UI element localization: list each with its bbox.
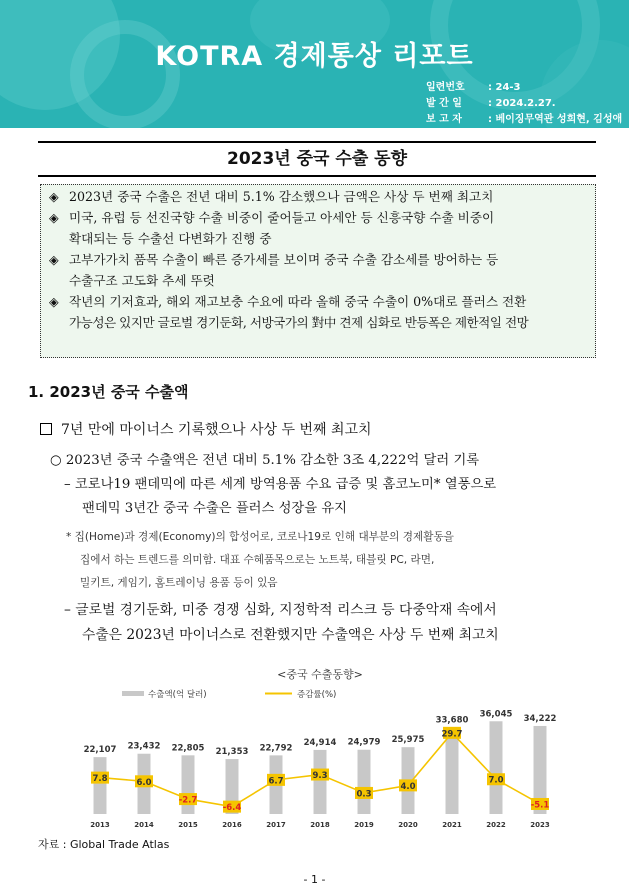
summary-item-continued: 수출구조 고도화 추세 뚜렷 (69, 273, 215, 288)
summary-item: ◈ 미국, 유럽 등 선진국향 수출 비중이 줄어들고 아세안 등 신흥국향 수출 비중이 (47, 207, 589, 228)
body-line: ○ 2023년 중국 수출액은 전년 대비 5.1% 감소한 3조 4,222억 달러 기록 (50, 453, 480, 468)
bar-value-label: 33,680 (435, 715, 469, 726)
chart-svg (70, 664, 570, 834)
growth-rate-label: 0.3 (356, 789, 372, 800)
bar-value-label: 24,979 (347, 737, 381, 748)
bar-value-label: 24,914 (303, 737, 337, 748)
bar-value-label: 22,107 (83, 745, 117, 756)
report-series-title: KOTRA 경제통상 리포트 (155, 41, 474, 72)
x-tick-label: 2016 (222, 821, 242, 829)
bar-value-label: 23,432 (127, 741, 161, 752)
bar-value-label: 34,222 (523, 713, 557, 724)
body-line: 수출은 2023년 마이너스로 전환했지만 수출액은 사상 두 번째 최고치 (82, 627, 499, 643)
x-tick-label: 2014 (134, 821, 154, 829)
bar-value-label: 22,805 (171, 743, 205, 754)
section-heading: 1. 2023년 중국 수출액 (28, 383, 189, 401)
x-tick-label: 2015 (178, 821, 198, 829)
diamond-bullet-icon: ◈ (49, 294, 59, 309)
body-line: – 코로나19 팬데믹에 따른 세계 방역용품 수요 급증 및 홈코노미* 열풍으로 (64, 477, 497, 492)
growth-rate-label: 7.0 (488, 775, 504, 786)
bar (358, 750, 371, 814)
document-title: 2023년 중국 수출 동향 (226, 149, 408, 169)
document-title-box (38, 141, 596, 177)
legend-label-bar: 수출액(억 달러) (148, 690, 207, 700)
summary-item: ◈ 고부가가치 품목 수출이 빠른 증가세를 보이며 중국 수출 감소세를 방어하는 등 (47, 249, 589, 270)
bar-value-label: 36,045 (479, 709, 513, 720)
x-tick-label: 2022 (486, 821, 506, 829)
footnote-line: 집에서 하는 트렌드를 의미함. 대표 수혜품목으로는 노트북, 태블릿 PC, 라면, (80, 554, 435, 566)
growth-rate-label: -5.1 (530, 800, 550, 811)
growth-rate-label: 4.0 (400, 781, 416, 792)
diamond-bullet-icon: ◈ (49, 189, 59, 204)
bar (314, 750, 327, 814)
meta-row: 일련번호 : 24-3 (426, 82, 521, 93)
summary-item: ◈ 작년의 기저효과, 해외 재고보충 수요에 따라 올해 중국 수출이 0%대로 플러스 전환 (47, 291, 589, 312)
bar-series (84, 709, 557, 814)
summary-item-continued: 확대되는 등 수출선 다변화가 진행 중 (69, 231, 272, 246)
bar-value-label: 21,353 (215, 747, 249, 758)
subsection-heading: 7년 만에 마이너스 기록했으나 사상 두 번째 최고치 (40, 419, 372, 439)
x-axis-labels (90, 821, 550, 829)
meta-row: 발 간 일 : 2024.2.27. (426, 98, 556, 109)
body-line: 팬데믹 3년간 중국 수출은 플러스 성장을 유지 (82, 501, 348, 516)
growth-rate-label: 7.8 (92, 774, 108, 785)
x-tick-label: 2020 (398, 821, 418, 829)
bar (490, 721, 503, 814)
summary-item-continued: 가능성은 있지만 글로벌 경기둔화, 서방국가의 對中 견제 심화로 반등폭은 제한적일 전망 (69, 315, 529, 330)
summary-item: ◈ 2023년 중국 수출은 전년 대비 5.1% 감소했으나 금액은 사상 두 번째 최고치 (47, 186, 589, 207)
chart-legend (122, 689, 336, 700)
growth-rate-label: -6.4 (222, 803, 242, 814)
diamond-bullet-icon: ◈ (49, 210, 59, 225)
x-tick-label: 2021 (442, 821, 462, 829)
square-bullet-icon (40, 423, 52, 435)
x-tick-label: 2023 (530, 821, 550, 829)
x-tick-label: 2013 (90, 821, 110, 829)
growth-rate-label: 6.0 (136, 777, 152, 788)
chart-title: <중국 수출동향> (277, 668, 363, 681)
meta-row: 보 고 자 : 베이징무역관 성희현, 김성애 (426, 114, 623, 125)
source-note: 자료 : Global Trade Atlas (38, 838, 170, 851)
growth-rate-label: -2.7 (178, 795, 198, 806)
legend-label-line: 증감률(%) (297, 690, 337, 700)
export-trend-chart (70, 664, 570, 834)
bar-value-label: 22,792 (259, 743, 293, 754)
growth-rate-label: 6.7 (268, 776, 284, 787)
legend-swatch-bar (122, 691, 144, 696)
summary-box (40, 184, 596, 358)
bar (94, 757, 107, 814)
diamond-bullet-icon: ◈ (49, 252, 59, 267)
growth-rate-label: 29.7 (441, 729, 463, 740)
x-tick-label: 2018 (310, 821, 330, 829)
x-tick-label: 2017 (266, 821, 286, 829)
bar-value-label: 25,975 (391, 735, 425, 746)
bar (446, 727, 459, 814)
report-header (0, 0, 629, 128)
page-number: - 1 - (303, 873, 326, 886)
footnote-line: 밀키트, 게임기, 홈트레이닝 용품 등이 있음 (80, 577, 278, 589)
footnote-line: * 집(Home)과 경제(Economy)의 합성어로, 코로나19로 인해 대부분의 경제활동을 (66, 531, 454, 543)
report-meta (426, 80, 622, 128)
x-tick-label: 2019 (354, 821, 374, 829)
growth-rate-label: 9.3 (312, 771, 328, 782)
body-line: – 글로벌 경기둔화, 미중 경쟁 심화, 지정학적 리스크 등 다중악재 속에서 (64, 602, 497, 618)
